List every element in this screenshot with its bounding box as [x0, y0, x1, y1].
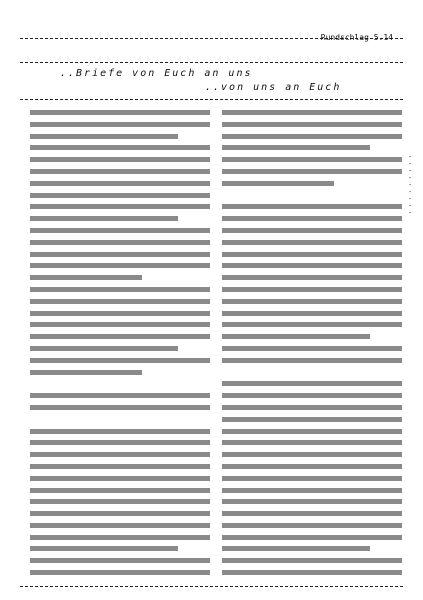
bottom-dashed-rule — [20, 586, 403, 587]
headline-line-one: ..Briefe von Euch an uns — [60, 68, 253, 79]
running-head: Rundschlag 5.14 — [320, 33, 393, 42]
headline-top-rule — [20, 62, 403, 63]
right-text-column — [222, 110, 402, 580]
headline-bottom-rule — [20, 99, 403, 100]
margin-marks: - - - - - - - - - — [408, 153, 413, 217]
left-text-column — [30, 110, 210, 580]
headline-line-two: ..von uns an Euch — [205, 82, 342, 93]
